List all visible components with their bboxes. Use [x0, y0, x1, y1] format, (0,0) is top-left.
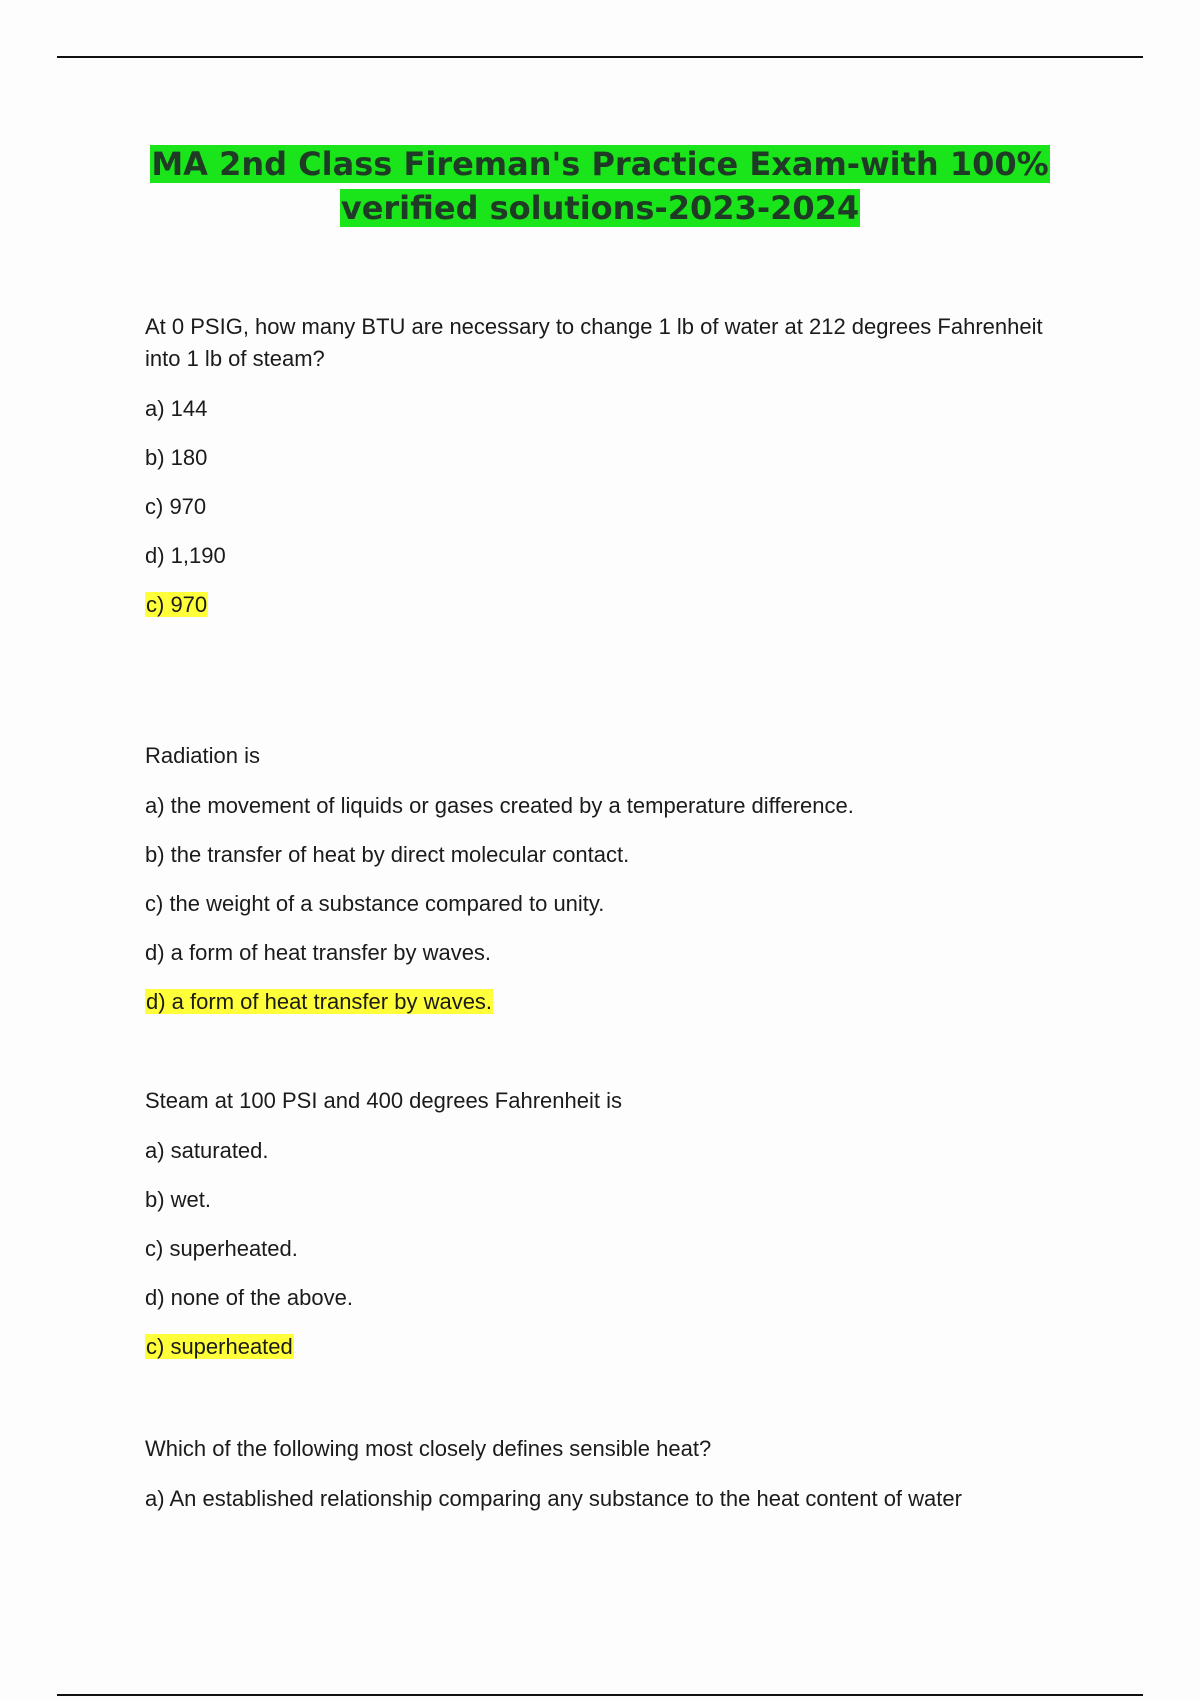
question-text: Radiation is — [145, 743, 260, 768]
option-a: a) An established relationship comparing any substance to the heat content of water — [145, 1486, 962, 1511]
question-1 — [145, 311, 1045, 638]
option-c: c) superheated. — [145, 1236, 298, 1261]
answer-highlight: c) superheated — [146, 1334, 293, 1359]
answer-line — [145, 986, 1045, 1017]
answer-highlight: d) a form of heat transfer by waves. — [146, 989, 493, 1014]
option-a: a) saturated. — [145, 1138, 269, 1163]
option-c: c) 970 — [145, 494, 207, 519]
header-rule — [57, 56, 1143, 58]
option-a: a) the movement of liquids or gases created by a temperature difference. — [145, 793, 854, 818]
answer-highlight: c) 970 — [146, 592, 208, 617]
question-3 — [145, 1085, 1045, 1380]
footer-rule — [57, 1694, 1143, 1696]
question-2 — [145, 740, 1045, 1035]
option-d: d) a form of heat transfer by waves. — [145, 940, 492, 965]
option-c: c) the weight of a substance compared to unity. — [145, 891, 605, 916]
option-d: d) none of the above. — [145, 1285, 353, 1310]
question-text: Steam at 100 PSI and 400 degrees Fahrenheit is — [145, 1088, 622, 1113]
question-text: At 0 PSIG, how many BTU are necessary to change 1 lb of water at 212 degrees Fahrenheit into 1 lb of steam? — [145, 314, 1043, 371]
question-4 — [145, 1433, 1045, 1532]
document-title — [140, 142, 1060, 230]
option-b: b) wet. — [145, 1187, 212, 1212]
document-title-text: MA 2nd Class Fireman's Practice Exam-with 100% verified solutions-2023-2024 — [151, 145, 1049, 227]
question-text: Which of the following most closely defines sensible heat? — [145, 1436, 712, 1461]
option-b: b) 180 — [145, 445, 208, 470]
option-b: b) the transfer of heat by direct molecular contact. — [145, 842, 630, 867]
answer-line — [145, 1331, 1045, 1362]
option-a: a) 144 — [145, 396, 208, 421]
option-d: d) 1,190 — [145, 543, 226, 568]
answer-line — [145, 589, 1045, 620]
